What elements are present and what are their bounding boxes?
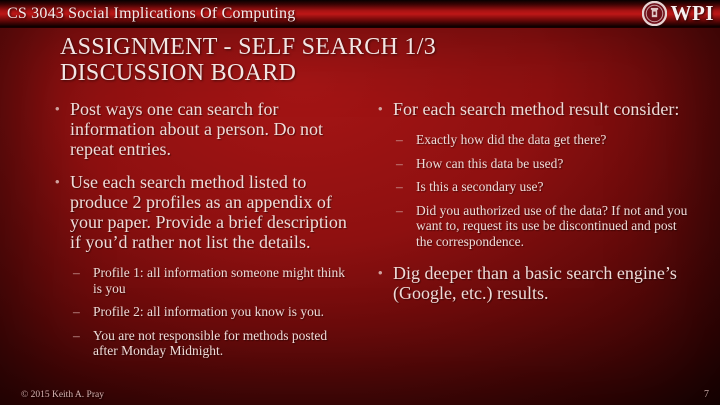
left-column xyxy=(55,99,350,367)
bullet-icon: • xyxy=(55,101,60,116)
dash-icon: – xyxy=(73,327,80,343)
wpi-logo-text: WPI xyxy=(670,1,714,25)
slide-title: ASSIGNMENT - SELF SEARCH 1/3 DISCUSSION BOARD xyxy=(60,34,437,86)
bullet-icon: • xyxy=(55,174,60,189)
sub-bullet-item xyxy=(396,132,696,148)
bullet-item xyxy=(55,172,347,252)
dash-icon: – xyxy=(396,179,403,194)
sub-bullet-item xyxy=(73,265,350,296)
sub-bullet-item xyxy=(396,156,696,172)
page-number: 7 xyxy=(704,389,709,400)
sub-bullet-text: Profile 1: all information someone might think is you xyxy=(93,265,345,296)
bullet-icon: • xyxy=(378,265,383,280)
sub-bullet-item xyxy=(396,203,696,250)
course-title: CS 3043 Social Implications Of Computing xyxy=(7,4,296,22)
dash-icon: – xyxy=(73,265,80,280)
dash-icon: – xyxy=(396,202,403,218)
sub-bullet-text: Exactly how did the data get there? xyxy=(416,132,607,147)
sub-bullet-text: Profile 2: all information you know is you. xyxy=(93,304,324,319)
bullet-text: Post ways one can search for information about a person. Do not repeat entries. xyxy=(70,99,323,159)
sub-bullet-text: Is this a secondary use? xyxy=(416,179,544,194)
wpi-seal-icon xyxy=(642,1,667,26)
sub-bullet-item xyxy=(73,328,350,359)
slide-header-banner xyxy=(0,0,720,28)
sub-bullet-item xyxy=(73,304,350,320)
bullet-item xyxy=(378,263,700,303)
bullet-text: Use each search method listed to produce 2 profiles as an appendix of your paper. Provide a brief description if you’d rather not list the details. xyxy=(70,172,347,252)
bullet-item xyxy=(55,99,347,159)
dash-icon: – xyxy=(396,155,403,171)
slide-content xyxy=(55,99,705,367)
dash-icon: – xyxy=(73,304,80,319)
sub-bullet-text: Did you authorized use of the data? If not and you want to, request its use be discontinued and post the correspondence. xyxy=(416,202,688,249)
dash-icon: – xyxy=(396,132,403,147)
bullet-text: Dig deeper than a basic search engine’s (Google, etc.) results. xyxy=(393,263,677,303)
wpi-logo xyxy=(642,1,715,26)
sub-bullet-item xyxy=(396,179,696,195)
sub-bullet-text: How can this data be used? xyxy=(416,155,564,171)
bullet-item xyxy=(378,99,700,119)
bullet-text: For each search method result consider: xyxy=(393,99,680,119)
bullet-icon: • xyxy=(378,101,383,116)
sub-bullet-text: You are not responsible for methods posted after Monday Midnight. xyxy=(93,327,328,358)
copyright-text: © 2015 Keith A. Pray xyxy=(21,390,104,400)
right-column xyxy=(378,99,700,367)
